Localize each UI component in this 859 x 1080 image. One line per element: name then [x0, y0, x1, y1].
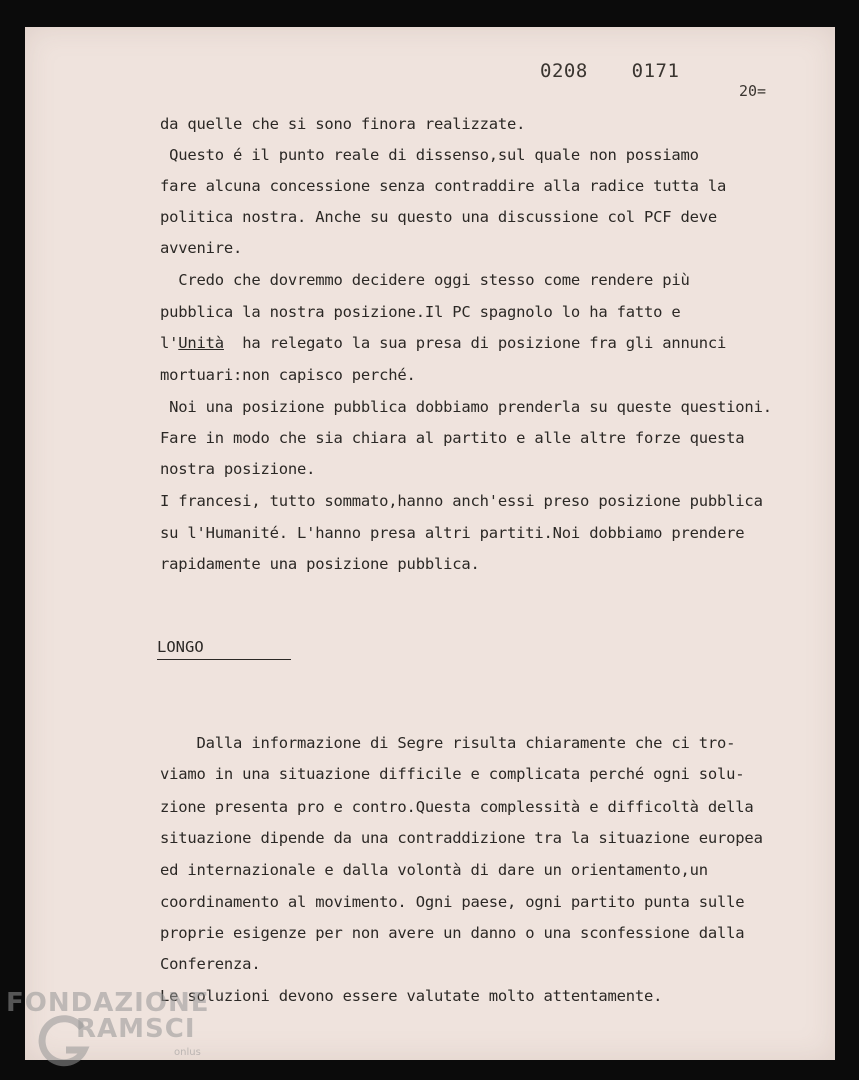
page-number: 20= — [739, 82, 767, 100]
text-line: Fare in modo che sia chiara al partito e alle altre forze questa — [160, 429, 745, 447]
watermark-onlus: onlus — [174, 1047, 201, 1058]
text-line: I francesi, tutto sommato,hanno anch'essi preso posizione pubblica — [160, 492, 763, 510]
text-line: zione presenta pro e contro.Questa complessità e difficoltà della — [160, 798, 754, 816]
speaker-heading: LONGO — [157, 638, 291, 660]
unita-prefix: l' — [160, 334, 179, 352]
text-line-unita — [160, 334, 726, 352]
archive-number: 0208 0171 — [540, 60, 680, 82]
text-line: Conferenza. — [160, 955, 261, 973]
text-line: Le soluzioni devono essere valutate molto attentamente. — [160, 987, 663, 1005]
watermark-line2: RAMSCI — [76, 1014, 196, 1044]
text-line: pubblica la nostra posizione.Il PC spagnolo lo ha fatto e — [160, 303, 681, 321]
text-line: Dalla informazione di Segre risulta chiaramente che ci tro- — [160, 734, 736, 752]
text-line: viamo in una situazione difficile e complicata perché ogni solu- — [160, 765, 745, 783]
text-line: mortuari:non capisco perché. — [160, 366, 416, 384]
text-line: coordinamento al movimento. Ogni paese, ogni partito punta sulle — [160, 893, 745, 911]
text-line: Questo é il punto reale di dissenso,sul quale non possiamo — [160, 146, 699, 164]
unita-newspaper-title: Unità — [178, 334, 224, 352]
fondazione-gramsci-watermark — [6, 984, 236, 1080]
text-line: Noi una posizione pubblica dobbiamo prenderla su queste questioni. — [160, 398, 772, 416]
text-line: Credo che dovremmo decidere oggi stesso come rendere più — [160, 271, 690, 289]
text-line: politica nostra. Anche su questo una discussione col PCF deve — [160, 208, 718, 226]
unita-suffix: ha relegato la sua presa di posizione fra gli annunci — [223, 334, 727, 352]
text-line: rapidamente una posizione pubblica. — [160, 555, 480, 573]
text-line: su l'Humanité. L'hanno presa altri partiti.Noi dobbiamo prendere — [160, 524, 745, 542]
text-line: fare alcuna concessione senza contraddire alla radice tutta la — [160, 177, 727, 195]
text-line: da quelle che si sono finora realizzate. — [160, 115, 526, 133]
text-line: ed internazionale e dalla volontà di dare un orientamento,un — [160, 861, 708, 879]
typewritten-sheet — [25, 27, 835, 1060]
text-line: situazione dipende da una contraddizione tra la situazione europea — [160, 829, 763, 847]
text-line: nostra posizione. — [160, 460, 316, 478]
watermark-line1: FONDAZIONE — [6, 988, 210, 1018]
text-line: avvenire. — [160, 239, 243, 257]
text-line: proprie esigenze per non avere un danno o una sconfessione dalla — [160, 924, 745, 942]
